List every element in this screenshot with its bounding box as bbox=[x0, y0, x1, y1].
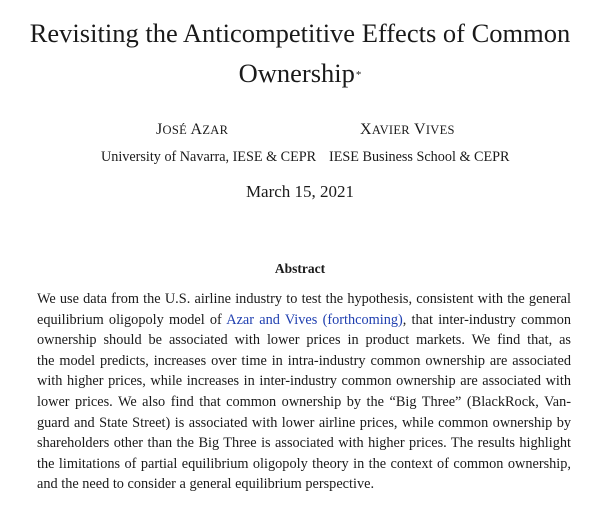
citation-link-authors[interactable]: Azar and Vives bbox=[226, 311, 318, 328]
abstract-line-9: the limitations of partial equilibrium oligopoly theory in the context of common ownership, bbox=[37, 455, 571, 472]
title-line-2: Ownership bbox=[238, 58, 355, 88]
abstract-line-6: lower prices. We also find that common ownership by the “Big Three” (BlackRock, Van- bbox=[37, 393, 571, 410]
abstract-line-1: We use data from the U.S. airline industry to test the hypothesis, consistent with the general bbox=[37, 291, 571, 307]
abstract-line-8: shareholders other than the Big Three is associated with higher prices. The results highlight bbox=[37, 435, 571, 452]
abstract-line-2 bbox=[37, 310, 571, 331]
abstract-line-2-pre: equilibrium oligopoly model of bbox=[37, 311, 227, 328]
author-1-initial-2: A bbox=[190, 121, 203, 138]
author-2-affiliation: IESE Business School & CEPR bbox=[329, 149, 510, 165]
author-1-initial-1: J bbox=[156, 121, 163, 138]
abstract-line-5: with higher prices, while increases in inter-industry common ownership are associated with bbox=[37, 373, 571, 390]
abstract-line-3: ownership should be associated with lower prices in product markets. We find that, as bbox=[37, 332, 571, 349]
abstract-body bbox=[37, 289, 571, 495]
abstract-line-7: guard and State Street) is associated with lower airline prices, while common ownership by bbox=[37, 414, 571, 431]
abstract-line-4: the model predicts, increases over time in intra-industry common ownership are associated bbox=[37, 352, 571, 369]
author-2-initial-1: X bbox=[360, 121, 372, 138]
paper-date: March 15, 2021 bbox=[245, 182, 355, 201]
author-name-vives bbox=[360, 121, 455, 139]
author-1-rest-1: OSÉ bbox=[162, 123, 188, 137]
author-1-rest-2: ZAR bbox=[202, 123, 229, 137]
abstract-line-10: and the need to consider a general equilibrium perspective. bbox=[37, 476, 375, 493]
author-2-rest-1: AVIER bbox=[371, 123, 410, 137]
author-2-initial-2: V bbox=[413, 121, 426, 138]
paper-title bbox=[0, 13, 600, 93]
title-line-1: Revisiting the Anticompetitive Effects of Common bbox=[29, 18, 571, 48]
abstract-line-2-post: , that inter-industry common bbox=[402, 311, 571, 328]
title-footnote-mark[interactable]: * bbox=[355, 69, 362, 81]
author-2-rest-2: IVES bbox=[425, 123, 455, 137]
citation-link-year[interactable]: (forthcoming) bbox=[322, 311, 403, 328]
author-name-azar bbox=[156, 121, 228, 139]
author-1-affiliation: University of Navarra, IESE & CEPR bbox=[101, 149, 317, 165]
abstract-heading: Abstract bbox=[274, 261, 326, 276]
